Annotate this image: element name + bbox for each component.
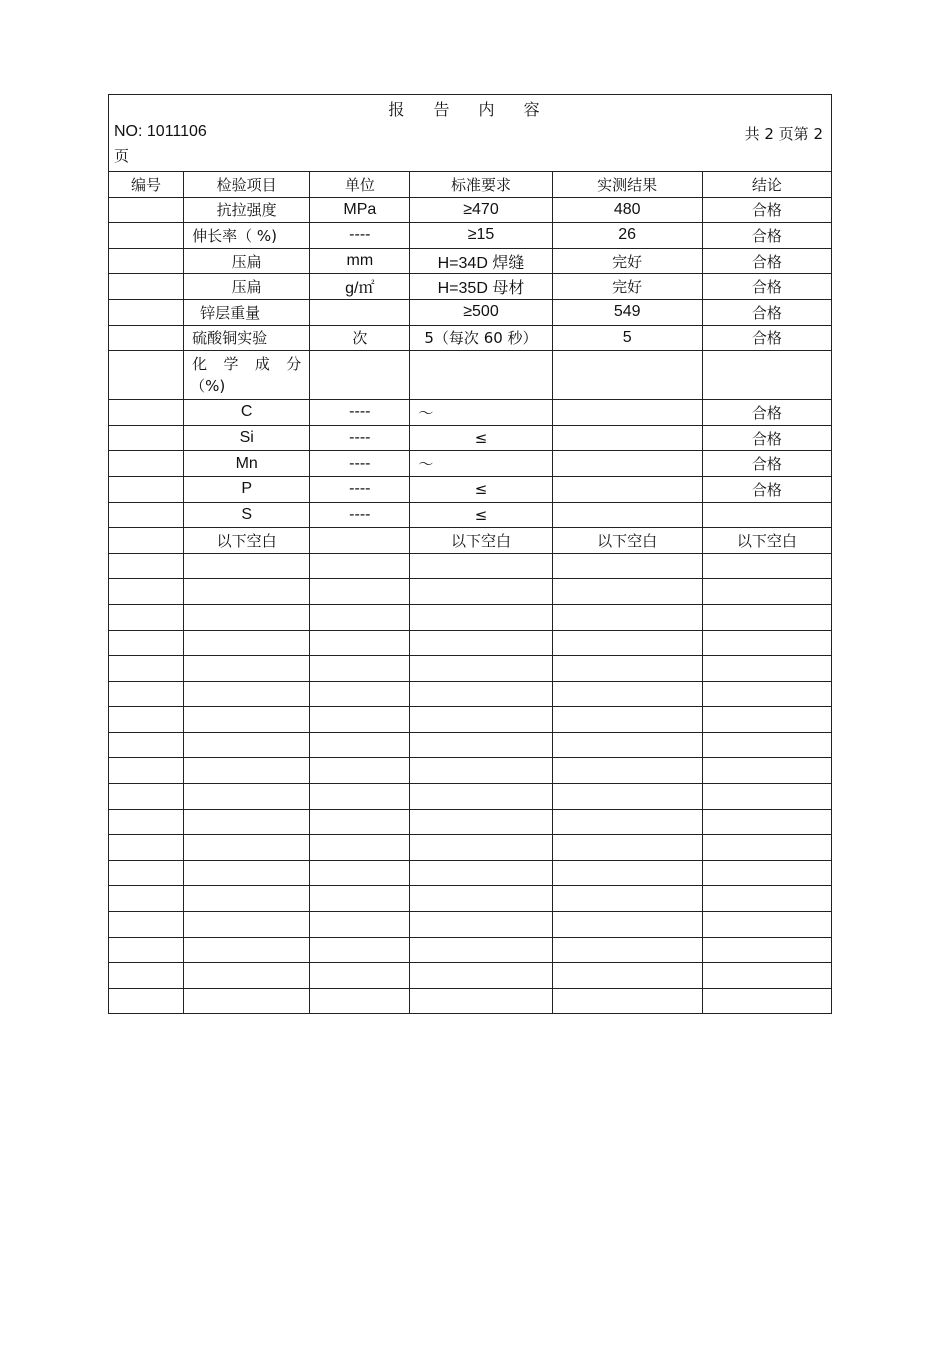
page-info: 共 2 页第 2 bbox=[744, 125, 823, 143]
empty-cell bbox=[109, 809, 184, 835]
report-sheet bbox=[108, 94, 832, 1014]
empty-cell bbox=[109, 937, 184, 963]
cell-conclusion bbox=[702, 502, 831, 528]
empty-cell bbox=[310, 707, 410, 733]
empty-cell bbox=[702, 656, 831, 682]
col-header-result: 实测结果 bbox=[552, 172, 702, 198]
cell-unit: ---- bbox=[310, 400, 410, 426]
empty-cell bbox=[184, 886, 310, 912]
empty-cell bbox=[552, 630, 702, 656]
cell-item: 锌层重量 bbox=[184, 299, 310, 325]
empty-cell bbox=[310, 579, 410, 605]
empty-row bbox=[109, 630, 832, 656]
empty-cell bbox=[552, 732, 702, 758]
cell-no bbox=[109, 197, 184, 223]
empty-cell bbox=[410, 963, 552, 989]
empty-cell bbox=[184, 656, 310, 682]
empty-cell bbox=[552, 912, 702, 938]
table-row bbox=[109, 299, 832, 325]
cell-requirement: ≥15 bbox=[410, 223, 552, 249]
empty-row bbox=[109, 963, 832, 989]
page-info-wrap: 页 bbox=[114, 147, 130, 165]
chem-header-line2: （%) bbox=[190, 377, 226, 396]
empty-cell bbox=[702, 835, 831, 861]
cell-result bbox=[552, 400, 702, 426]
empty-cell bbox=[702, 860, 831, 886]
empty-cell bbox=[552, 937, 702, 963]
empty-cell bbox=[310, 988, 410, 1014]
empty-cell bbox=[552, 553, 702, 579]
empty-cell bbox=[410, 630, 552, 656]
empty-cell bbox=[410, 553, 552, 579]
empty-cell bbox=[184, 860, 310, 886]
empty-cell bbox=[310, 912, 410, 938]
empty-cell bbox=[410, 707, 552, 733]
cell-requirement: H=35D 母材 bbox=[410, 274, 552, 300]
empty-cell bbox=[109, 886, 184, 912]
empty-cell bbox=[109, 604, 184, 630]
table-row bbox=[109, 451, 832, 477]
cell-unit: ---- bbox=[310, 502, 410, 528]
cell-result bbox=[552, 425, 702, 451]
empty-cell bbox=[552, 860, 702, 886]
empty-cell bbox=[410, 860, 552, 886]
empty-row bbox=[109, 784, 832, 810]
cell-item: P bbox=[184, 476, 310, 502]
empty-cell bbox=[702, 937, 831, 963]
empty-cell bbox=[702, 553, 831, 579]
empty-cell bbox=[184, 963, 310, 989]
cell-no bbox=[109, 223, 184, 249]
empty-cell bbox=[184, 604, 310, 630]
table-row bbox=[109, 476, 832, 502]
empty-cell bbox=[184, 681, 310, 707]
empty-cell bbox=[184, 579, 310, 605]
empty-cell bbox=[310, 656, 410, 682]
empty-cell bbox=[552, 835, 702, 861]
cell-result: 以下空白 bbox=[552, 528, 702, 554]
empty-cell bbox=[310, 553, 410, 579]
empty-cell bbox=[310, 604, 410, 630]
col-header-requirement: 标准要求 bbox=[410, 172, 552, 198]
empty-cell bbox=[184, 553, 310, 579]
table-row bbox=[109, 274, 832, 300]
empty-cell bbox=[310, 860, 410, 886]
cell-requirement: ≤ bbox=[410, 476, 552, 502]
cell-conclusion: 合格 bbox=[702, 299, 831, 325]
empty-cell bbox=[410, 656, 552, 682]
cell-requirement: ～ bbox=[410, 451, 552, 477]
empty-cell bbox=[184, 758, 310, 784]
empty-cell bbox=[109, 860, 184, 886]
empty-cell bbox=[702, 809, 831, 835]
cell-item: S bbox=[184, 502, 310, 528]
col-header-unit: 单位 bbox=[310, 172, 410, 198]
table-header-row bbox=[109, 172, 832, 198]
empty-cell bbox=[552, 886, 702, 912]
empty-cell bbox=[109, 784, 184, 810]
empty-cell bbox=[410, 912, 552, 938]
empty-row bbox=[109, 553, 832, 579]
cell-result: 480 bbox=[552, 197, 702, 223]
empty-cell bbox=[702, 988, 831, 1014]
cell-unit bbox=[310, 299, 410, 325]
empty-cell bbox=[109, 553, 184, 579]
empty-cell bbox=[702, 784, 831, 810]
empty-cell bbox=[184, 630, 310, 656]
empty-cell bbox=[410, 732, 552, 758]
cell-result: 5 bbox=[552, 325, 702, 351]
table-row bbox=[109, 502, 832, 528]
empty-cell bbox=[184, 937, 310, 963]
table-row bbox=[109, 248, 832, 274]
empty-cell bbox=[552, 681, 702, 707]
empty-cell bbox=[410, 809, 552, 835]
empty-cell bbox=[410, 835, 552, 861]
empty-cell bbox=[310, 835, 410, 861]
empty-cell bbox=[310, 963, 410, 989]
empty-cell bbox=[702, 604, 831, 630]
cell-result: 完好 bbox=[552, 274, 702, 300]
empty-cell bbox=[410, 937, 552, 963]
empty-cell bbox=[702, 579, 831, 605]
col-header-conclusion: 结论 bbox=[702, 172, 831, 198]
empty-row bbox=[109, 886, 832, 912]
empty-row bbox=[109, 835, 832, 861]
empty-cell bbox=[310, 784, 410, 810]
empty-cell bbox=[410, 604, 552, 630]
report-title: 报 告 内 容 bbox=[388, 100, 552, 119]
chem-header-cell bbox=[184, 351, 310, 400]
cell-requirement: H=34D 焊缝 bbox=[410, 248, 552, 274]
report-number: NO: 1011106 bbox=[114, 123, 207, 140]
empty-cell bbox=[410, 579, 552, 605]
cell-conclusion: 合格 bbox=[702, 248, 831, 274]
empty-cell bbox=[410, 988, 552, 1014]
empty-row bbox=[109, 681, 832, 707]
empty-cell bbox=[702, 681, 831, 707]
empty-row bbox=[109, 758, 832, 784]
empty-row bbox=[109, 707, 832, 733]
cell-unit: 次 bbox=[310, 325, 410, 351]
empty-cell bbox=[702, 912, 831, 938]
table-row bbox=[109, 400, 832, 426]
cell-item: 伸长率（ %) bbox=[184, 223, 310, 249]
empty-cell bbox=[310, 937, 410, 963]
empty-cell bbox=[184, 707, 310, 733]
cell-requirement: ≤ bbox=[410, 425, 552, 451]
empty-cell bbox=[310, 681, 410, 707]
table-row bbox=[109, 425, 832, 451]
empty-cell bbox=[552, 656, 702, 682]
cell-result: 26 bbox=[552, 223, 702, 249]
cell-requirement: 5（每次 60 秒） bbox=[410, 325, 552, 351]
cell-result bbox=[552, 451, 702, 477]
chem-header-line1: 化 学 成 分 bbox=[192, 355, 302, 374]
table-row bbox=[109, 197, 832, 223]
empty-row bbox=[109, 912, 832, 938]
empty-cell bbox=[109, 835, 184, 861]
empty-row bbox=[109, 579, 832, 605]
empty-cell bbox=[552, 707, 702, 733]
chem-header-row bbox=[109, 351, 832, 400]
empty-cell bbox=[552, 784, 702, 810]
empty-cell bbox=[109, 681, 184, 707]
table-row bbox=[109, 325, 832, 351]
report-header bbox=[108, 94, 832, 171]
empty-cell bbox=[410, 681, 552, 707]
empty-row bbox=[109, 860, 832, 886]
empty-cell bbox=[310, 886, 410, 912]
cell-requirement: ≥500 bbox=[410, 299, 552, 325]
empty-row bbox=[109, 809, 832, 835]
cell-unit: ---- bbox=[310, 223, 410, 249]
empty-cell bbox=[552, 988, 702, 1014]
empty-cell bbox=[410, 758, 552, 784]
cell-result: 549 bbox=[552, 299, 702, 325]
empty-cell bbox=[184, 809, 310, 835]
cell-item: 压扁 bbox=[184, 248, 310, 274]
cell-item: 抗拉强度 bbox=[184, 197, 310, 223]
cell-item: 以下空白 bbox=[184, 528, 310, 554]
empty-cell bbox=[109, 758, 184, 784]
cell-unit: MPa bbox=[310, 197, 410, 223]
empty-cell bbox=[552, 963, 702, 989]
empty-cell bbox=[552, 579, 702, 605]
cell-conclusion: 合格 bbox=[702, 476, 831, 502]
empty-cell bbox=[702, 707, 831, 733]
cell-conclusion: 以下空白 bbox=[702, 528, 831, 554]
empty-cell bbox=[109, 912, 184, 938]
cell-conclusion: 合格 bbox=[702, 451, 831, 477]
cell-unit: ---- bbox=[310, 425, 410, 451]
cell-item: 硫酸铜实验 bbox=[184, 325, 310, 351]
empty-cell bbox=[410, 784, 552, 810]
empty-cell bbox=[184, 784, 310, 810]
cell-item: Mn bbox=[184, 451, 310, 477]
cell-no bbox=[109, 248, 184, 274]
empty-cell bbox=[184, 732, 310, 758]
empty-cell bbox=[109, 707, 184, 733]
empty-cell bbox=[109, 988, 184, 1014]
empty-cell bbox=[410, 886, 552, 912]
empty-row bbox=[109, 937, 832, 963]
cell-result: 完好 bbox=[552, 248, 702, 274]
cell-no bbox=[109, 299, 184, 325]
empty-row bbox=[109, 604, 832, 630]
cell-no bbox=[109, 325, 184, 351]
empty-cell bbox=[109, 656, 184, 682]
empty-cell bbox=[184, 912, 310, 938]
cell-item: Si bbox=[184, 425, 310, 451]
empty-cell bbox=[702, 732, 831, 758]
cell-conclusion: 合格 bbox=[702, 425, 831, 451]
cell-result bbox=[552, 502, 702, 528]
empty-cell bbox=[184, 988, 310, 1014]
empty-cell bbox=[310, 732, 410, 758]
cell-no bbox=[109, 274, 184, 300]
cell-unit: g/㎡ bbox=[310, 274, 410, 300]
empty-row bbox=[109, 732, 832, 758]
empty-cell bbox=[702, 630, 831, 656]
results-table bbox=[108, 171, 832, 1014]
empty-cell bbox=[109, 732, 184, 758]
empty-cell bbox=[552, 604, 702, 630]
empty-cell bbox=[109, 963, 184, 989]
cell-unit: ---- bbox=[310, 476, 410, 502]
col-header-no: 编号 bbox=[109, 172, 184, 198]
empty-cell bbox=[109, 579, 184, 605]
cell-conclusion: 合格 bbox=[702, 400, 831, 426]
empty-cell bbox=[702, 963, 831, 989]
cell-conclusion: 合格 bbox=[702, 325, 831, 351]
empty-row bbox=[109, 656, 832, 682]
empty-cell bbox=[310, 630, 410, 656]
cell-requirement: ≤ bbox=[410, 502, 552, 528]
cell-requirement: ≥470 bbox=[410, 197, 552, 223]
cell-conclusion: 合格 bbox=[702, 197, 831, 223]
empty-cell bbox=[702, 758, 831, 784]
cell-item: 压扁 bbox=[184, 274, 310, 300]
empty-cell bbox=[702, 886, 831, 912]
cell-conclusion: 合格 bbox=[702, 274, 831, 300]
table-row bbox=[109, 223, 832, 249]
empty-cell bbox=[310, 809, 410, 835]
cell-requirement: ～ bbox=[410, 400, 552, 426]
cell-unit: mm bbox=[310, 248, 410, 274]
cell-unit: ---- bbox=[310, 451, 410, 477]
empty-cell bbox=[310, 758, 410, 784]
empty-cell bbox=[184, 835, 310, 861]
empty-cell bbox=[552, 758, 702, 784]
col-header-item: 检验项目 bbox=[184, 172, 310, 198]
cell-conclusion: 合格 bbox=[702, 223, 831, 249]
blank-marker-row bbox=[109, 528, 832, 554]
empty-row bbox=[109, 988, 832, 1014]
empty-cell bbox=[552, 809, 702, 835]
cell-requirement: 以下空白 bbox=[410, 528, 552, 554]
empty-cell bbox=[109, 630, 184, 656]
cell-result bbox=[552, 476, 702, 502]
cell-item: C bbox=[184, 400, 310, 426]
